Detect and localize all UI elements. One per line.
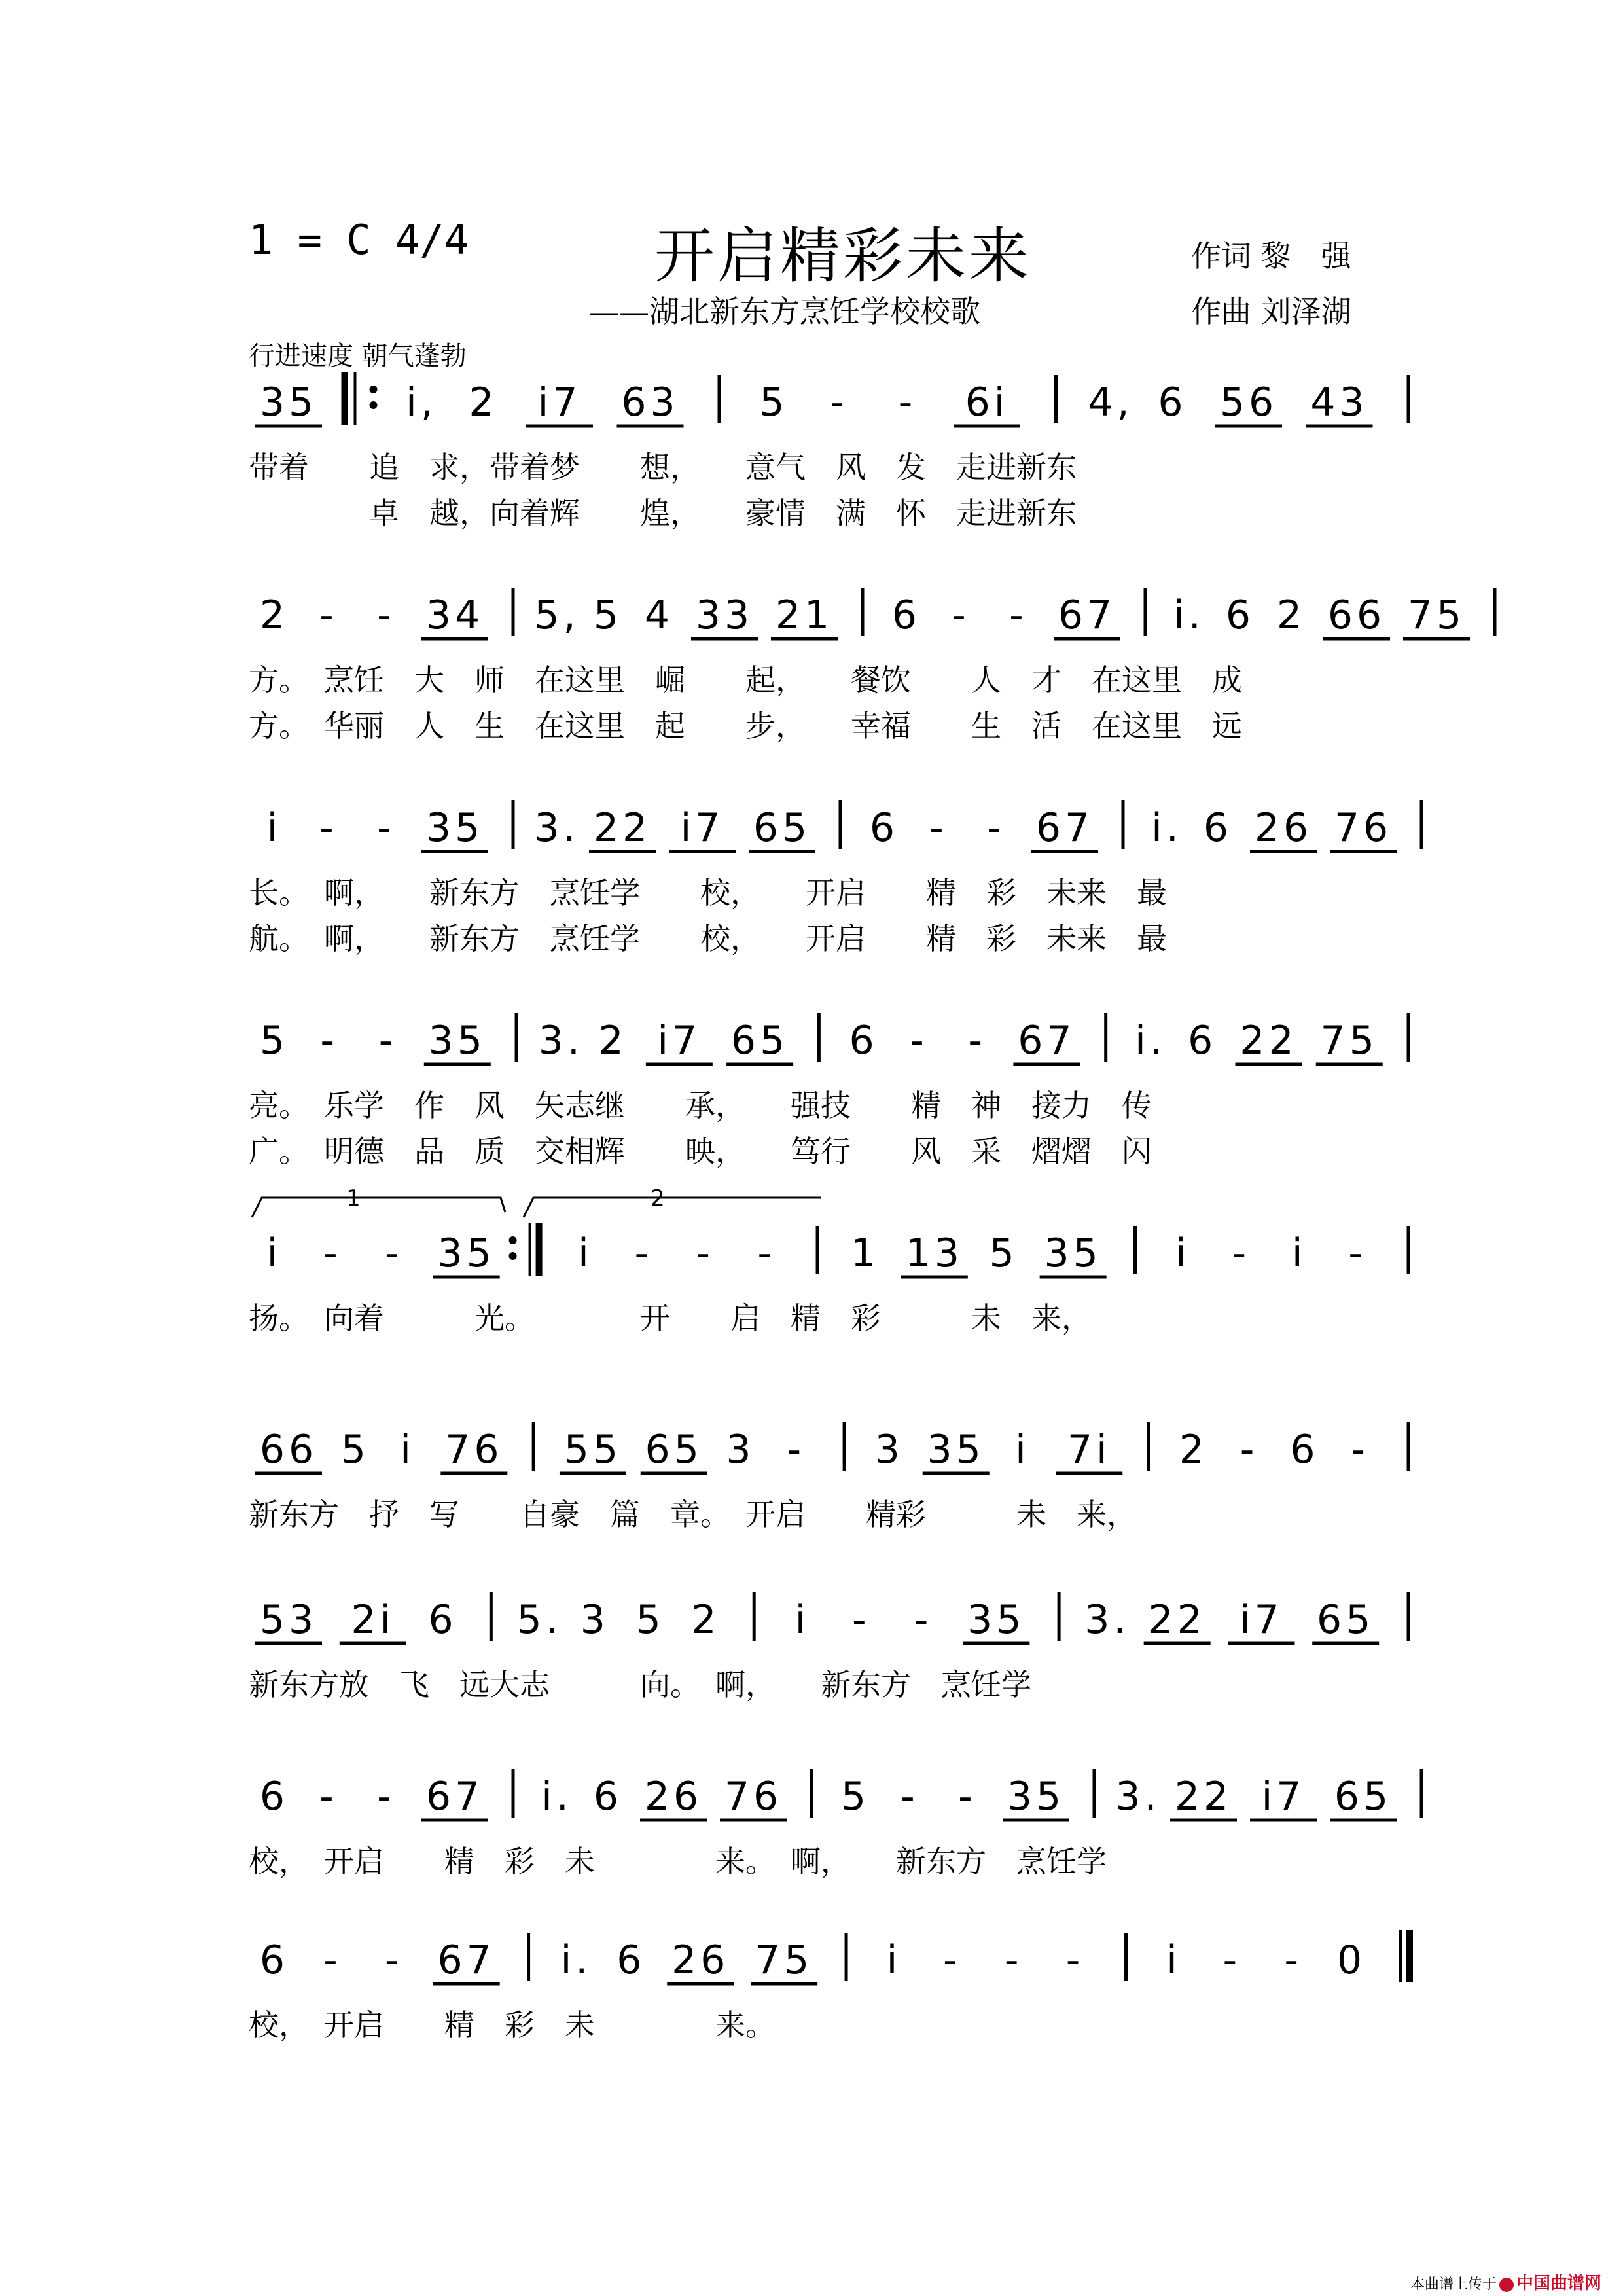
note-group: -	[696, 1230, 715, 1276]
note-group: 2	[598, 1018, 628, 1064]
note-group: 75	[755, 1937, 813, 1983]
note-group: 33	[695, 592, 754, 638]
note-group: 67	[1058, 592, 1116, 638]
note-group: 26	[644, 1774, 703, 1820]
note-group: i	[266, 1230, 282, 1276]
note-group: -	[851, 1597, 870, 1643]
composer-credit: 作曲 刘泽湖	[1191, 294, 1351, 329]
note-group: i	[886, 1937, 902, 1983]
note-group: -	[929, 805, 948, 851]
tempo-marking: 行进速度 朝气蓬勃	[249, 341, 467, 371]
note-group: 5	[593, 592, 623, 638]
note-group: 6	[428, 1597, 457, 1643]
note-group: i	[578, 1230, 593, 1276]
note-group: 35	[437, 1230, 495, 1276]
note-group: 35	[428, 1018, 486, 1064]
note-group: 65	[1317, 1597, 1375, 1643]
footer-text: 本曲谱上传于	[1410, 2276, 1497, 2293]
note-group: -	[377, 592, 395, 638]
note-group: 7i	[1067, 1427, 1111, 1473]
note-group: 2	[691, 1597, 721, 1643]
note-group: -	[1240, 1427, 1258, 1473]
note-group: 3.	[1115, 1774, 1161, 1820]
note-group: 2	[1179, 1427, 1208, 1473]
song-title: 开启精彩未来	[654, 221, 1032, 291]
note-group: i7	[680, 805, 724, 851]
note-group: 5	[635, 1597, 665, 1643]
note-group: 66	[259, 1427, 318, 1473]
note-group: i	[1291, 1230, 1307, 1276]
song-subtitle: ——湖北新东方烹饪学校校歌	[589, 294, 980, 329]
note-group: 6	[259, 1774, 289, 1820]
note-group: i,	[406, 380, 437, 425]
note-group: -	[323, 1937, 342, 1983]
note-group: 6	[891, 592, 921, 638]
note-group: -	[634, 1230, 653, 1276]
note-group: 3.	[1084, 1597, 1130, 1643]
note-group: i	[794, 1597, 810, 1643]
note-group: -	[1232, 1230, 1251, 1276]
note-group: 65	[730, 1018, 789, 1064]
note-group: i	[1166, 1937, 1181, 1983]
note-group: 22	[1174, 1774, 1233, 1820]
note-group: i.	[1135, 1018, 1166, 1064]
note-group: 6	[1188, 1018, 1217, 1064]
note-group: 5	[759, 380, 789, 425]
key-signature: 1 = C 4/4	[249, 216, 469, 264]
lyricist-credit: 作词 黎 强	[1191, 238, 1351, 274]
note-group: -	[757, 1230, 776, 1276]
note-group: 65	[645, 1427, 703, 1473]
note-group: 3.	[534, 805, 580, 851]
lyric-line: 校， 开启 精 彩 未 来。	[249, 2007, 776, 2043]
note-group: -	[1222, 1937, 1241, 1983]
note-group: -	[1284, 1937, 1303, 1983]
note-group: 55	[563, 1427, 622, 1473]
note-group: i	[400, 1427, 415, 1473]
note-group: 6	[259, 1937, 289, 1983]
note-group: i	[266, 805, 282, 851]
note-group: i7	[537, 380, 582, 425]
note-group: -	[898, 380, 917, 425]
note-group: 75	[1407, 592, 1466, 638]
note-group: -	[830, 380, 848, 425]
note-group: 13	[905, 1230, 964, 1276]
note-group: 76	[445, 1427, 503, 1473]
note-group: 26	[671, 1937, 730, 1983]
lyric-line: 广。 明德 品 质 交相辉 映， 笃行 风 采 熠熠 闪	[249, 1134, 1152, 1169]
note-group: i.	[1151, 805, 1183, 851]
note-group: 3.	[538, 1018, 584, 1064]
note-group: 35	[967, 1597, 1026, 1643]
repeat-dot	[509, 1252, 517, 1260]
note-group: 35	[1007, 1774, 1065, 1820]
note-group: 6	[616, 1937, 646, 1983]
volta-number-second: 2	[651, 1185, 665, 1211]
note-group: 35	[927, 1427, 985, 1473]
note-group: 66	[1327, 592, 1386, 638]
note-group: -	[943, 1937, 961, 1983]
note-group: 3	[580, 1597, 609, 1643]
lyric-line: 方。 华丽 人 生 在这里 起 步， 幸福 生 活 在这里 远	[249, 708, 1242, 744]
note-group: 6	[593, 1774, 623, 1820]
note-group: 75	[1320, 1018, 1378, 1064]
note-group: -	[787, 1427, 806, 1473]
note-group: 4	[644, 592, 674, 638]
note-group: 53	[259, 1597, 318, 1643]
note-group: -	[914, 1597, 933, 1643]
note-group: 2	[259, 592, 289, 638]
note-group: 5	[840, 1774, 870, 1820]
note-group: 0	[1337, 1937, 1366, 1983]
note-group: 35	[1044, 1230, 1102, 1276]
note-group: 4,	[1088, 380, 1133, 425]
note-group: i7	[1261, 1774, 1306, 1820]
note-group: -	[319, 805, 338, 851]
note-group: 56	[1219, 380, 1278, 425]
note-group: 6	[849, 1018, 878, 1064]
note-group: -	[323, 1230, 342, 1276]
note-group: 6i	[965, 380, 1009, 425]
note-group: 76	[724, 1774, 783, 1820]
note-group: -	[319, 1774, 338, 1820]
site-logo-icon	[1499, 2278, 1514, 2292]
note-group: -	[901, 1774, 919, 1820]
note-group: 65	[1334, 1774, 1393, 1820]
note-group: 35	[259, 380, 318, 425]
volta-number-first: 1	[346, 1185, 361, 1211]
note-group: 5,	[534, 592, 580, 638]
note-group: -	[320, 1018, 339, 1064]
note-group: 6	[1290, 1427, 1319, 1473]
lyric-line: 方。 烹饪 大 师 在这里 崛 起， 餐饮 人 才 在这里 成	[249, 662, 1242, 698]
note-group: 67	[425, 1774, 484, 1820]
note-group: 5	[989, 1230, 1018, 1276]
note-group: -	[1348, 1230, 1366, 1276]
repeat-dot	[509, 1236, 517, 1244]
footer-watermark	[1410, 2270, 1601, 2294]
repeat-dot	[370, 401, 378, 409]
volta-bracket-second	[524, 1198, 821, 1217]
lyric-line: 扬。 向着 光。 开 启 精 彩 未 来，	[249, 1300, 1092, 1336]
lyric-line: 航。 啊， 新东方 烹饪学 校， 开启 精 彩 未来 最	[249, 921, 1167, 956]
note-group: -	[1004, 1937, 1023, 1983]
note-group: 6	[1225, 592, 1255, 638]
note-group: -	[384, 1937, 403, 1983]
note-group: 65	[753, 805, 812, 851]
note-group: 67	[1035, 805, 1094, 851]
note-group: i7	[1240, 1597, 1283, 1643]
note-group: -	[319, 592, 338, 638]
note-group: 2i	[351, 1597, 395, 1643]
note-group: i.	[560, 1937, 592, 1983]
note-group: 67	[437, 1937, 495, 1983]
note-group: -	[952, 592, 970, 638]
lyric-line: 校， 开启 精 彩 未 来。 啊， 新东方 烹饪学	[249, 1844, 1107, 1879]
note-group: 26	[1254, 805, 1313, 851]
note-group: i7	[657, 1018, 702, 1064]
note-group: 22	[1240, 1018, 1298, 1064]
note-group: 5	[340, 1427, 370, 1473]
lyric-line: 新东方 抒 写 自豪 篇 章。 开启 精彩 未 来，	[249, 1497, 1137, 1532]
note-group: 1	[850, 1230, 880, 1276]
note-group: 76	[1334, 805, 1393, 851]
note-group: 67	[1018, 1018, 1076, 1064]
note-group: -	[377, 1774, 395, 1820]
repeat-dot	[370, 386, 378, 393]
note-group: -	[958, 1774, 976, 1820]
note-group: i	[1175, 1230, 1190, 1276]
note-group: 6	[1203, 805, 1233, 851]
note-group: 5	[259, 1018, 289, 1064]
note-group: 5.	[516, 1597, 562, 1643]
note-group: -	[1065, 1937, 1084, 1983]
note-group: 63	[621, 380, 679, 425]
note-group: -	[968, 1018, 986, 1064]
lyric-line: 亮。 乐学 作 风 矢志继 承， 强技 精 神 接力 传	[249, 1088, 1152, 1123]
note-group: 34	[425, 592, 484, 638]
lyric-line: 卓 越，向着辉 煌， 豪情 满 怀 走进新东	[249, 495, 1077, 531]
lyric-line: 带着 追 求，带着梦 想， 意气 风 发 走进新东	[249, 450, 1077, 485]
note-group: 43	[1310, 380, 1368, 425]
note-group: i.	[541, 1774, 573, 1820]
note-group: 22	[1148, 1597, 1206, 1643]
note-group: -	[378, 1018, 397, 1064]
note-group: 21	[775, 592, 834, 638]
lyric-line: 新东方放 飞 远大志 向。 啊， 新东方 烹饪学	[249, 1667, 1031, 1702]
note-group: 3	[874, 1427, 904, 1473]
note-group: 6	[869, 805, 899, 851]
note-group: 22	[593, 805, 652, 851]
note-group: -	[1351, 1427, 1370, 1473]
note-group: 3	[726, 1427, 755, 1473]
footer-site-name: 中国曲谱网	[1516, 2274, 1602, 2293]
note-group: -	[1009, 592, 1027, 638]
note-group: 2	[469, 380, 498, 425]
note-group: 35	[425, 805, 484, 851]
volta-bracket-first	[252, 1198, 505, 1217]
note-group: i.	[1173, 592, 1205, 638]
note-group: -	[384, 1230, 403, 1276]
note-group: 6	[1158, 380, 1187, 425]
note-group: i	[1015, 1427, 1030, 1473]
note-group: -	[910, 1018, 928, 1064]
lyric-line: 长。 啊， 新东方 烹饪学 校， 开启 精 彩 未来 最	[249, 875, 1167, 910]
note-group: -	[987, 805, 1005, 851]
note-group: -	[377, 805, 395, 851]
note-group: 2	[1276, 592, 1306, 638]
